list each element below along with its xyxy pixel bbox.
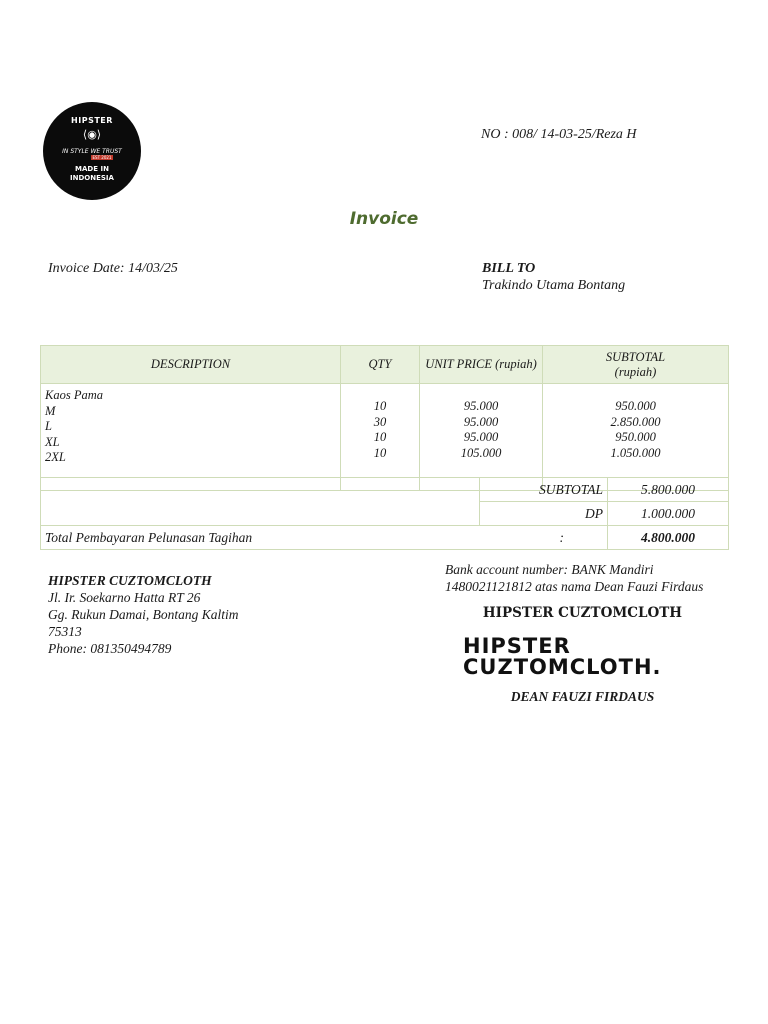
subtotal-label: SUBTOTAL [480, 478, 608, 502]
table-header-row [41, 346, 729, 384]
size-item: L [45, 419, 52, 433]
size-item: XL [45, 434, 60, 449]
grand-total-value: 4.800.000 [608, 526, 729, 550]
dp-value: 1.000.000 [608, 502, 729, 526]
invoice-number: NO : 008/ 14-03-25/Reza H [481, 127, 637, 142]
unit-price-value: 105.000 [460, 445, 502, 460]
total-colon: : [559, 529, 564, 545]
logo-text-hipster: HIPSTER [71, 116, 113, 125]
totals-table [40, 477, 729, 550]
subtotal-value: 950.000 [615, 399, 656, 413]
subtotal-cell [543, 384, 729, 491]
header-subtotal [543, 346, 729, 384]
bank-line: Bank account number: BANK Mandiri [445, 562, 654, 577]
header-subtotal-line2: (rupiah) [614, 364, 657, 379]
logo-text-indonesia: INDONESIA [70, 174, 114, 182]
table-row [41, 384, 729, 491]
signer-name: DEAN FAUZI FIRDAUS [510, 689, 655, 704]
wings-icon: ⟨◉⟩ [82, 128, 102, 141]
subtotal-value: 950.000 [615, 430, 656, 444]
header-unit-price: UNIT PRICE (rupiah) [420, 346, 543, 384]
logo-text-est: EST 2021 [92, 155, 112, 160]
subtotal-row [41, 478, 729, 502]
bank-info [445, 561, 703, 595]
company-phone: Phone: 081350494789 [48, 641, 172, 656]
bank-line: 1480021121812 atas nama Dean Fauzi Firdaus [445, 579, 704, 594]
header-subtotal-line1: SUBTOTAL [605, 349, 666, 364]
dp-label: DP [480, 502, 608, 526]
bill-to-label: BILL TO [482, 261, 536, 276]
unit-price-value: 95.000 [463, 430, 499, 444]
address-line: Gg. Rukun Damai, Bontang Kaltim [48, 607, 239, 622]
header-description: DESCRIPTION [41, 346, 341, 384]
grand-total-row [41, 526, 729, 550]
company-logo [43, 102, 141, 200]
unit-price-value: 95.000 [463, 399, 499, 413]
unit-price-cell [420, 384, 543, 491]
qty-cell [341, 384, 420, 491]
invoice-title: Invoice [349, 209, 419, 229]
grand-total-label: Total Pembayaran Pelunasan Tagihan [41, 526, 480, 550]
product-name: Kaos Pama [45, 388, 103, 402]
description-cell [41, 384, 341, 491]
logo-text-slogan: IN STYLE WE TRUST [62, 148, 122, 155]
signature-company: HIPSTER CUZTOMCLOTH [482, 605, 683, 621]
logo-text-made-in: MADE IN [75, 165, 109, 173]
grand-total-separator [480, 526, 608, 550]
subtotal-value: 2.850.000 [610, 414, 661, 429]
size-item: 2XL [45, 450, 66, 464]
qty-value: 30 [373, 414, 387, 429]
qty-value: 10 [373, 399, 387, 413]
subtotal-total-value: 5.800.000 [608, 478, 729, 502]
size-item: M [45, 403, 56, 418]
totals-blank-cell [41, 478, 480, 526]
brand-signature-logo [463, 636, 662, 678]
subtotal-value: 1.050.000 [610, 445, 661, 460]
bill-to-name: Trakindo Utama Bontang [482, 278, 626, 293]
items-table [40, 345, 729, 491]
brand-line: HIPSTER [463, 634, 571, 658]
company-address-block [48, 572, 239, 657]
invoice-date: Invoice Date: 14/03/25 [48, 261, 178, 276]
unit-price-value: 95.000 [463, 414, 499, 429]
qty-value: 10 [373, 430, 387, 444]
address-line: Jl. Ir. Soekarno Hatta RT 26 [48, 590, 201, 605]
brand-line: CUZTOMCLOTH. [463, 655, 662, 679]
header-qty: QTY [341, 346, 420, 384]
qty-value: 10 [373, 445, 387, 460]
postal-code: 75313 [48, 624, 82, 639]
company-name: HIPSTER CUZTOMCLOTH [48, 573, 212, 588]
